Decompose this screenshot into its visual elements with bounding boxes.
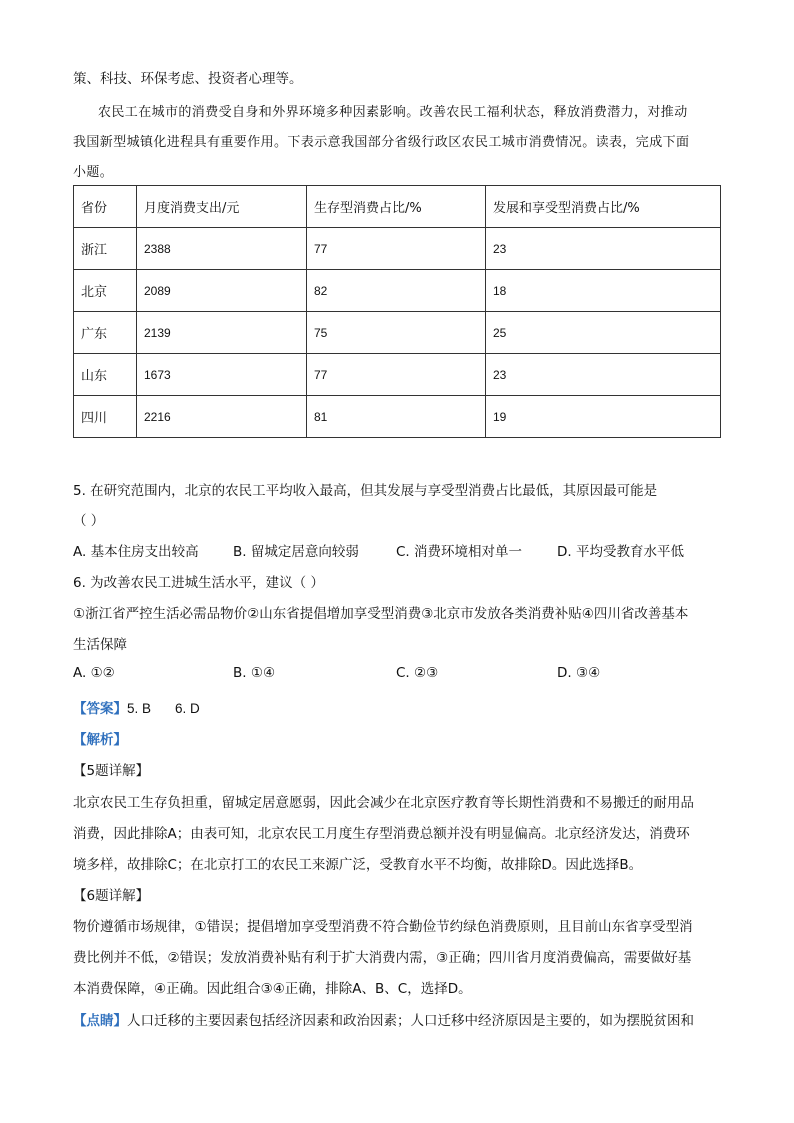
question-6-items-line-2: 生活保障 bbox=[73, 637, 127, 653]
detail-5-line-3: 境多样，故排除C；在北京打工的农民工来源广泛，受教育水平不均衡，故排除D。因此选择B。 bbox=[73, 857, 643, 873]
header-province: 省份 bbox=[74, 186, 137, 228]
detail-5-line-1: 北京农民工生存负担重，留城定居意愿弱，因此会减少在北京医疗教育等长期性消费和不易搬迁的耐用品 bbox=[73, 795, 694, 811]
comment-line bbox=[73, 1009, 694, 1029]
intro-paragraph-line-3: 小题。 bbox=[73, 165, 114, 180]
cell-survival-share: 77 bbox=[307, 354, 486, 396]
question-6-stem: 6. 为改善农民工进城生活水平，建议（ ） bbox=[73, 575, 324, 591]
cell-development-share: 25 bbox=[486, 312, 721, 354]
cell-monthly-spend: 2089 bbox=[137, 270, 307, 312]
question-5-stem: 5. 在研究范围内，北京的农民工平均收入最高，但其发展与享受型消费占比最低，其原因最可能是 bbox=[73, 483, 658, 499]
comment-tag: 【点睛】 bbox=[73, 1013, 127, 1029]
intro-paragraph-line-2: 我国新型城镇化进程具有重要作用。下表示意我国部分省级行政区农民工城市消费情况。读表，完成下面 bbox=[73, 135, 690, 150]
comment-text: 人口迁移的主要因素包括经济因素和政治因素；人口迁移中经济原因是主要的，如为摆脱贫困和 bbox=[127, 1013, 694, 1029]
table-row bbox=[74, 270, 721, 312]
table-header-row bbox=[74, 186, 721, 228]
q6-option-d: D. ③④ bbox=[557, 665, 601, 681]
detail-6-line-2: 费比例并不低，②错误；发放消费补贴有利于扩大消费内需，③正确；四川省月度消费偏高，需要做好基 bbox=[73, 950, 692, 966]
q5-option-b: B. 留城定居意向较弱 bbox=[233, 544, 359, 560]
q6-option-b: B. ①④ bbox=[233, 665, 276, 681]
table-row bbox=[74, 396, 721, 438]
q6-option-c: C. ②③ bbox=[396, 665, 439, 681]
answer-line bbox=[73, 697, 200, 717]
table-row bbox=[74, 228, 721, 270]
cell-development-share: 18 bbox=[486, 270, 721, 312]
detail-6-title: 【6题详解】 bbox=[73, 888, 150, 904]
detail-6-line-1: 物价遵循市场规律，①错误；提倡增加享受型消费不符合勤俭节约绿色消费原则，且目前山东省享受型消 bbox=[73, 919, 693, 935]
cell-survival-share: 82 bbox=[307, 270, 486, 312]
header-monthly-spend: 月度消费支出/元 bbox=[137, 186, 307, 228]
question-6-items-line-1: ①浙江省严控生活必需品物价②山东省提倡增加享受型消费③北京市发放各类消费补贴④四川省改善基本 bbox=[73, 606, 689, 622]
detail-5-title: 【5题详解】 bbox=[73, 763, 150, 779]
cell-province: 山东 bbox=[74, 354, 137, 396]
analysis-tag: 【解析】 bbox=[73, 732, 127, 748]
cell-monthly-spend: 2388 bbox=[137, 228, 307, 270]
consumption-table bbox=[73, 185, 721, 438]
q5-option-a: A. 基本住房支出较高 bbox=[73, 544, 199, 560]
detail-6-line-3: 本消费保障，④正确。因此组合③④正确，排除A、B、C，选择D。 bbox=[73, 981, 472, 997]
cell-survival-share: 77 bbox=[307, 228, 486, 270]
answer-5: 5. B bbox=[127, 701, 152, 716]
cell-province: 浙江 bbox=[74, 228, 137, 270]
q5-option-c: C. 消费环境相对单一 bbox=[396, 544, 523, 560]
q6-option-a: A. ①② bbox=[73, 665, 115, 681]
top-continuation-line: 策、科技、环保考虑、投资者心理等。 bbox=[73, 71, 303, 87]
answer-tag: 【答案】 bbox=[73, 701, 127, 717]
table-row bbox=[74, 354, 721, 396]
intro-paragraph-line-1: 农民工在城市的消费受自身和外界环境多种因素影响。改善农民工福利状态，释放消费潜力，对推动 bbox=[98, 105, 688, 120]
cell-monthly-spend: 2139 bbox=[137, 312, 307, 354]
cell-monthly-spend: 1673 bbox=[137, 354, 307, 396]
cell-province: 四川 bbox=[74, 396, 137, 438]
cell-province: 广东 bbox=[74, 312, 137, 354]
cell-monthly-spend: 2216 bbox=[137, 396, 307, 438]
cell-survival-share: 75 bbox=[307, 312, 486, 354]
header-survival-share: 生存型消费占比/% bbox=[307, 186, 486, 228]
q5-option-d: D. 平均受教育水平低 bbox=[557, 544, 684, 560]
table-row bbox=[74, 312, 721, 354]
answer-6: 6. D bbox=[175, 701, 200, 716]
question-5-paren: （ ） bbox=[73, 513, 105, 529]
cell-development-share: 23 bbox=[486, 228, 721, 270]
detail-5-line-2: 消费，因此排除A；由表可知，北京农民工月度生存型消费总额并没有明显偏高。北京经济发达，消费环 bbox=[73, 826, 690, 842]
cell-province: 北京 bbox=[74, 270, 137, 312]
cell-survival-share: 81 bbox=[307, 396, 486, 438]
cell-development-share: 19 bbox=[486, 396, 721, 438]
header-development-share: 发展和享受型消费占比/% bbox=[486, 186, 721, 228]
cell-development-share: 23 bbox=[486, 354, 721, 396]
